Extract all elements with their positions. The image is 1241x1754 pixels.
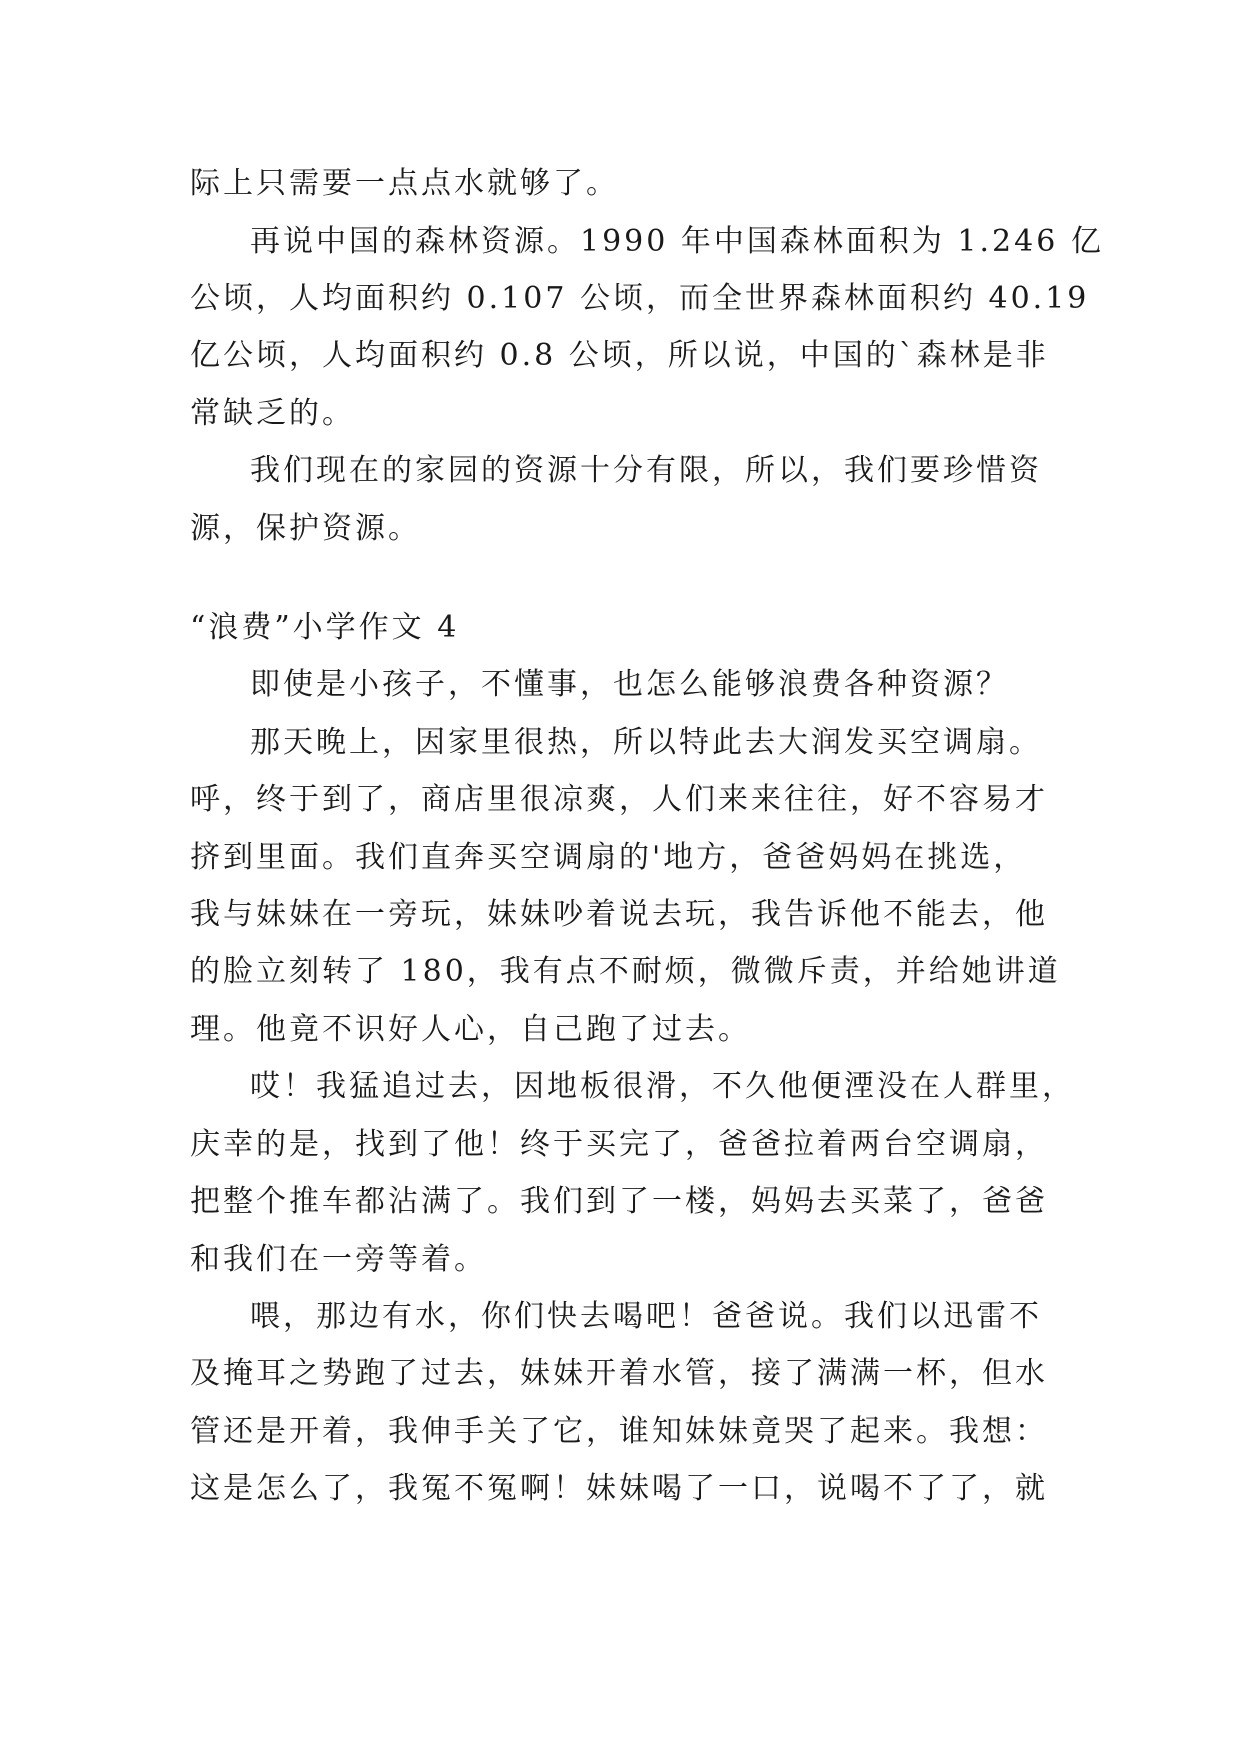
text-line: 即使是小孩子，不懂事，也怎么能够浪费各种资源？ xyxy=(250,667,1009,702)
text-line: 源，保护资源。 xyxy=(190,511,421,546)
text-line: 亿公顷，人均面积约 0.8 公顷，所以说，中国的`森林是非 xyxy=(190,338,1049,373)
text-line: 喂，那边有水，你们快去喝吧！爸爸说。我们以迅雷不 xyxy=(250,1299,1042,1334)
text-line: 理。他竟不识好人心，自己跑了过去。 xyxy=(190,1012,751,1047)
text-line: 的脸立刻转了 180，我有点不耐烦，微微斥责，并给她讲道 xyxy=(190,954,1061,989)
text-line: 管还是开着，我伸手关了它，谁知妹妹竟哭了起来。我想： xyxy=(190,1414,1048,1449)
text-line: 把整个推车都沾满了。我们到了一楼，妈妈去买菜了，爸爸 xyxy=(190,1184,1048,1219)
text-line: 再说中国的森林资源。1990 年中国森林面积为 1.246 亿 xyxy=(250,224,1104,259)
text-line: 和我们在一旁等着。 xyxy=(190,1242,487,1277)
text-line: 公顷，人均面积约 0.107 公顷，而全世界森林面积约 40.19 xyxy=(190,281,1090,316)
section-heading: “浪费”小学作文 4 xyxy=(190,610,460,645)
text-line: 庆幸的是，找到了他！终于买完了，爸爸拉着两台空调扇， xyxy=(190,1127,1048,1162)
text-line: 际上只需要一点点水就够了。 xyxy=(190,166,619,201)
text-line: 挤到里面。我们直奔买空调扇的'地方，爸爸妈妈在挑选， xyxy=(190,840,1027,875)
text-line: 呼，终于到了，商店里很凉爽，人们来来往往，好不容易才 xyxy=(190,782,1048,817)
text-line: 这是怎么了，我冤不冤啊！妹妹喝了一口，说喝不了了，就 xyxy=(190,1471,1048,1506)
text-line: 常缺乏的。 xyxy=(190,396,355,431)
text-line: 我们现在的家园的资源十分有限，所以，我们要珍惜资 xyxy=(250,453,1042,488)
text-line: 哎！我猛追过去，因地板很滑，不久他便湮没在人群里， xyxy=(250,1069,1075,1104)
text-line: 那天晚上，因家里很热，所以特此去大润发买空调扇。 xyxy=(250,725,1042,760)
text-line: 我与妹妹在一旁玩，妹妹吵着说去玩，我告诉他不能去，他 xyxy=(190,897,1048,932)
text-line: 及掩耳之势跑了过去，妹妹开着水管，接了满满一杯，但水 xyxy=(190,1356,1048,1391)
